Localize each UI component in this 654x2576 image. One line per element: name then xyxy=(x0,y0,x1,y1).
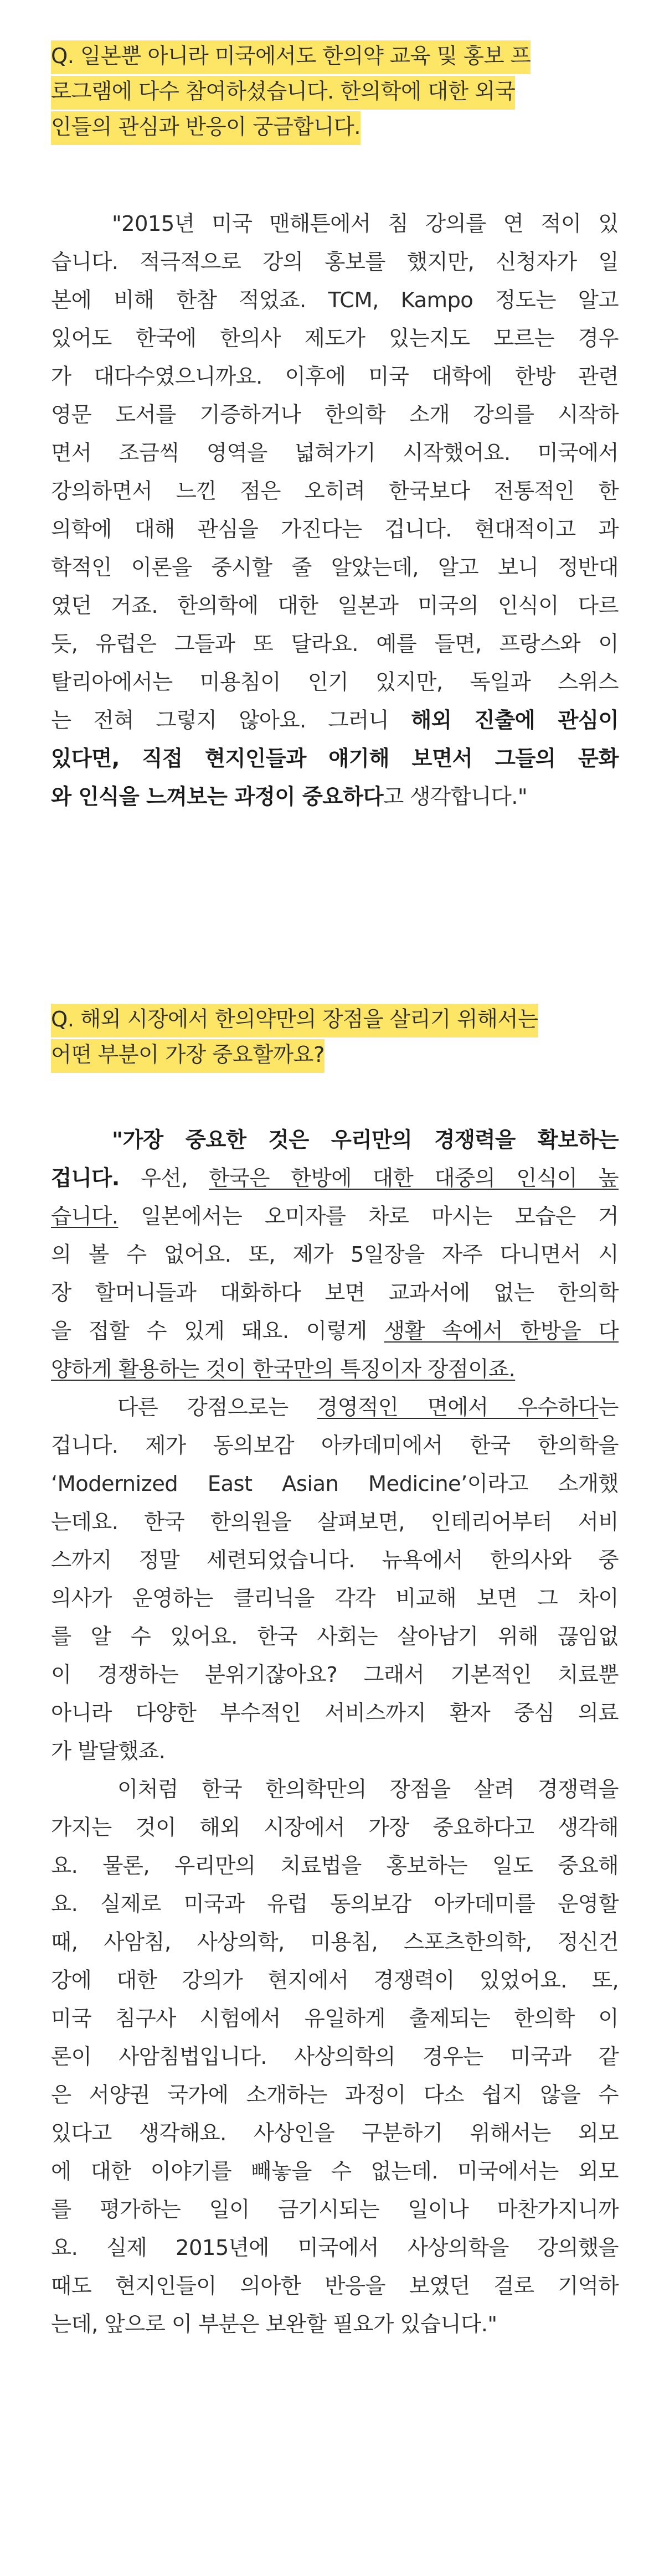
underlined-text: 경영적인 면에서 우수하다 xyxy=(317,1395,599,1420)
answer-2-line: 는데요. 한국 한의원을 살펴보면, 인테리어부터 서비 xyxy=(51,1510,619,1535)
answer-1-line: 듯, 유럽은 그들과 또 달라요. 예를 들면, 프랑스와 이 xyxy=(51,632,619,657)
emphasis-text: 해외 진출에 관심이 xyxy=(411,708,619,733)
answer-1-line: 영문 도서를 기증하거나 한의학 소개 강의를 시작하 xyxy=(51,402,619,427)
question-2 xyxy=(51,1002,619,1073)
emphasis-text: 있다면, 직접 현지인들과 얘기해 보면서 그들의 문화 xyxy=(51,746,619,771)
answer-2 xyxy=(51,1121,619,2343)
answer-2-line: 겁니다. 제가 동의보감 아카데미에서 한국 한의학을 xyxy=(51,1433,619,1458)
answer-2-line: 를 알 수 있어요. 한국 사회는 살아남기 위해 끊임없 xyxy=(51,1624,619,1649)
answer-2-line: 요. 물론, 우리만의 치료법을 홍보하는 일도 중요해 xyxy=(51,1854,619,1878)
answer-2-line: 습니다. 일본에서는 오미자를 차로 마시는 모습은 거 xyxy=(51,1204,619,1229)
emphasis-text: "가장 중요한 것은 우리만의 경쟁력을 확보하는 xyxy=(112,1128,619,1153)
answer-2-line: 를 평가하는 일이 금기시되는 일이나 마찬가지니까 xyxy=(51,2197,619,2222)
answer-2-line: 론이 사암침법입니다. 사상의학의 경우는 미국과 같 xyxy=(51,2045,619,2069)
answer-1-line: 였던 거죠. 한의학에 대한 일본과 미국의 인식이 다르 xyxy=(51,593,619,618)
answer-2-line: 의 볼 수 없어요. 또, 제가 5일장을 자주 다니면서 시 xyxy=(51,1242,619,1267)
answer-1-line: 와 인식을 느껴보는 과정이 중요하다고 생각합니다." xyxy=(51,784,528,809)
answer-2-line: 요. 실제로 미국과 유럽 동의보감 아카데미를 운영할 xyxy=(51,1892,619,1917)
answer-2-line: 스까지 정말 세련되었습니다. 뉴욕에서 한의사와 중 xyxy=(51,1548,619,1573)
answer-1-line: "2015년 미국 맨해튼에서 침 강의를 연 적이 있 xyxy=(112,211,619,236)
answer-2-line: 가지는 것이 해외 시장에서 가장 중요하다고 생각해 xyxy=(51,1815,619,1840)
answer-2-line: 때도 현지인들이 의아한 반응을 보였던 걸로 기억하 xyxy=(51,2274,619,2299)
answer-2-line: 아니라 다양한 부수적인 서비스까지 환자 중심 의료 xyxy=(51,1701,619,1726)
answer-1-line: 의학에 대해 관심을 가진다는 겁니다. 현대적이고 과 xyxy=(51,517,619,542)
answer-2-line: 강에 대한 강의가 현지에서 경쟁력이 있었어요. 또, xyxy=(51,1968,619,1993)
answer-1-line: 습니다. 적극적으로 강의 홍보를 했지만, 신청자가 일 xyxy=(51,250,619,275)
answer-2-line: 다른 강점으로는 경영적인 면에서 우수하다는 xyxy=(117,1395,619,1420)
answer-1 xyxy=(51,205,619,816)
answer-1-line: 면서 조금씩 영역을 넓혀가기 시작했어요. 미국에서 xyxy=(51,441,619,466)
answer-2-line: ‘Modernized East Asian Medicine’이라고 소개했 xyxy=(51,1472,619,1496)
underlined-text: 한국은 한방에 대한 대중의 인식이 높 xyxy=(209,1166,619,1191)
answer-2-line: 이처럼 한국 한의학만의 장점을 살려 경쟁력을 xyxy=(117,1777,619,1802)
answer-2-line: 이 경쟁하는 분위기잖아요? 그래서 기본적인 치료뿐 xyxy=(51,1663,619,1687)
answer-2-line: 겁니다. 우선, 한국은 한방에 대한 대중의 인식이 높 xyxy=(51,1166,619,1191)
answer-1-line xyxy=(51,740,619,778)
emphasis-text: 와 인식을 느껴보는 과정이 중요하다 xyxy=(51,784,384,809)
question-2-line: 어떤 부분이 가장 중요할까요? xyxy=(51,1037,619,1073)
answer-1-line: 가 대다수였으니까요. 이후에 미국 대학에 한방 관련 xyxy=(51,364,619,389)
underlined-text: 습니다. xyxy=(51,1204,119,1229)
question-1-line: 로그램에 다수 참여하셨습니다. 한의학에 대한 외국 xyxy=(51,74,619,110)
answer-1-line: 학적인 이론을 중시할 줄 알았는데, 알고 보니 정반대 xyxy=(51,555,619,580)
answer-2-line: 가 발달했죠. xyxy=(51,1739,166,1764)
answer-1-line: 탈리아에서는 미용침이 인기 있지만, 독일과 스위스 xyxy=(51,670,619,695)
underlined-text: 생활 속에서 한방을 다 xyxy=(384,1319,619,1344)
answer-2-line: 의사가 운영하는 클리닉을 각각 비교해 보면 그 차이 xyxy=(51,1586,619,1611)
answer-2-line xyxy=(51,1350,619,1388)
answer-2-line: 을 접할 수 있게 돼요. 이렇게 생활 속에서 한방을 다 xyxy=(51,1319,619,1344)
answer-2-line: 미국 침구사 시험에서 유일하게 출제되는 한의학 이 xyxy=(51,2006,619,2031)
answer-2-line: 있다고 생각해요. 사상인을 구분하기 위해서는 외모 xyxy=(51,2121,619,2146)
question-1-line: 인들의 관심과 반응이 궁금합니다. xyxy=(51,110,619,145)
answer-2-line: 은 서양권 국가에 소개하는 과정이 다소 쉽지 않을 수 xyxy=(51,2083,619,2108)
question-1 xyxy=(51,39,619,145)
answer-2-line: 는데, 앞으로 이 부분은 보완할 필요가 있습니다." xyxy=(51,2312,497,2337)
answer-2-line: 요. 실제 2015년에 미국에서 사상의학을 강의했을 xyxy=(51,2236,619,2260)
underlined-text: 양하게 활용하는 것이 한국만의 특징이자 장점이죠. xyxy=(51,1357,516,1382)
answer-1-line: 는 전혀 그렇지 않아요. 그러니 해외 진출에 관심이 xyxy=(51,708,619,733)
answer-2-line: 에 대한 이야기를 빼놓을 수 없는데. 미국에서는 외모 xyxy=(51,2159,619,2184)
question-2-line: Q. 해외 시장에서 한의약만의 장점을 살리기 위해서는 xyxy=(51,1002,619,1037)
answer-2-line: 장 할머니들과 대화하다 보면 교과서에 없는 한의학 xyxy=(51,1281,619,1305)
question-1-line: Q. 일본뿐 아니라 미국에서도 한의약 교육 및 홍보 프 xyxy=(51,39,619,74)
answer-1-line: 강의하면서 느낀 점은 오히려 한국보다 전통적인 한 xyxy=(51,479,619,504)
answer-1-line: 본에 비해 한참 적었죠. TCM, Kampo 정도는 알고 xyxy=(51,288,619,313)
answer-2-line xyxy=(51,1121,619,1159)
answer-1-line: 있어도 한국에 한의사 제도가 있는지도 모르는 경우 xyxy=(51,326,619,351)
emphasis-text: 겁니다. xyxy=(51,1166,120,1191)
answer-2-line: 때, 사암침, 사상의학, 미용침, 스포츠한의학, 정신건 xyxy=(51,1930,619,1955)
